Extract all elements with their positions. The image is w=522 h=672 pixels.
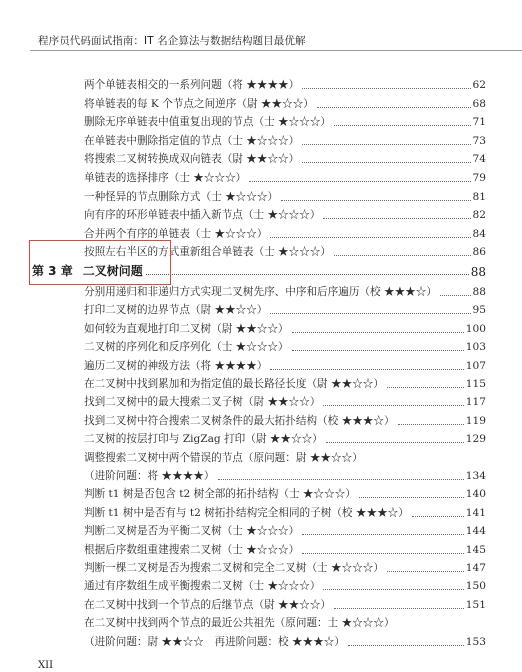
toc-entry-title: 判断 t1 树是否包含 t2 树全部的拓扑结构（士 ★☆☆☆）	[84, 488, 356, 501]
toc-entry[interactable]	[84, 430, 486, 446]
toc-entry-title: 两个单链表相交的一系列问题（将 ★★★★）	[84, 79, 300, 91]
toc-entry-page: 88	[472, 286, 486, 298]
dot-leader	[302, 88, 470, 89]
toc-entry[interactable]	[84, 412, 486, 428]
toc-entry[interactable]	[84, 206, 486, 222]
toc-entry[interactable]	[84, 393, 486, 409]
toc-entry-page: 144	[465, 525, 486, 538]
running-header: 程序员代码面试指南：IT 名企算法与数据结构题目最优解	[38, 35, 306, 47]
toc-entry-page: 150	[465, 580, 486, 593]
toc-entry[interactable]	[84, 320, 486, 336]
toc-entry-title: 合并两个有序的单链表（士 ★☆☆☆）	[84, 227, 268, 240]
dot-leader	[412, 516, 464, 517]
toc-entry[interactable]	[84, 357, 486, 373]
chapter-number: 第 3 章	[32, 264, 73, 278]
toc-entry-page: 141	[465, 506, 486, 519]
dot-leader	[281, 200, 470, 201]
toc-entry[interactable]	[84, 504, 486, 520]
dot-leader	[359, 497, 464, 498]
toc-entry-title: 二叉树的序列化和反序列化（士 ★☆☆☆）	[84, 341, 289, 354]
dot-leader	[302, 162, 470, 163]
toc-entry-title: 如何较为直观地打印二叉树（尉 ★★☆☆）	[84, 322, 289, 335]
dot-leader	[302, 144, 470, 145]
toc-entry-page: 117	[465, 396, 486, 409]
toc-entry[interactable]	[84, 467, 486, 483]
toc-entry[interactable]	[84, 113, 486, 129]
toc-entry[interactable]	[84, 169, 486, 185]
dot-leader	[317, 107, 471, 108]
toc-entry[interactable]	[84, 633, 486, 649]
toc-entry[interactable]	[84, 614, 486, 630]
toc-entry-title: 在二叉树中找到一个节点的后继节点（尉 ★★☆☆）	[84, 598, 332, 611]
dot-leader	[334, 255, 470, 256]
toc-entry-page: 62	[472, 79, 486, 91]
dot-leader	[348, 645, 464, 646]
toc-entry-title: （进阶问题：将 ★★★★）	[84, 470, 215, 482]
dot-leader	[249, 181, 470, 182]
dot-leader	[146, 274, 469, 275]
toc-entry[interactable]	[84, 559, 486, 575]
toc-entry-title: 删除无序单链表中值重复出现的节点（士 ★☆☆☆）	[84, 116, 332, 129]
toc-entry-title: 判断一棵二叉树是否为搜索二叉树和完全二叉树（士 ★☆☆☆）	[84, 562, 384, 574]
toc-entry-title: 单链表的选择排序（士 ★☆☆☆）	[84, 172, 247, 184]
toc-entry-title: 判断二叉树是否为平衡二叉树（士 ★☆☆☆）	[84, 525, 300, 538]
toc-entry[interactable]	[84, 150, 486, 166]
chapter-title: 二叉树问题	[82, 264, 143, 278]
toc-entry[interactable]	[84, 449, 486, 465]
toc-entry-page: 71	[472, 116, 486, 129]
toc-entry[interactable]	[84, 225, 486, 241]
toc-entry-title: 判断 t1 树中是否有与 t2 树拓扑结构完全相同的子树（校 ★★★☆）	[84, 506, 409, 519]
dot-leader	[323, 589, 463, 590]
dot-leader	[292, 332, 464, 333]
dot-leader	[270, 369, 463, 370]
toc-entry-title: （进阶问题：尉 ★★☆☆ 再进阶问题：校 ★★★☆）	[84, 635, 345, 648]
dot-leader	[270, 313, 470, 314]
dot-leader	[270, 237, 470, 238]
page-number: XII	[38, 660, 54, 671]
toc-entry[interactable]	[84, 596, 486, 612]
toc-entry-page: 134	[465, 470, 486, 482]
toc-entry-page: 74	[472, 153, 486, 166]
toc-entry-title: 遍历二叉树的神级方法（将 ★★★★）	[84, 359, 268, 372]
dot-leader	[387, 571, 464, 572]
toc-entry-title: 根据后序数组重建搜索二叉树（士 ★☆☆☆）	[84, 543, 300, 556]
toc-entry[interactable]	[84, 76, 486, 92]
toc-entry[interactable]	[84, 338, 486, 354]
toc-entry[interactable]	[84, 485, 486, 501]
dot-leader	[292, 350, 464, 351]
toc-entry-page: 81	[472, 190, 486, 203]
toc-entry-page: 100	[465, 322, 486, 335]
toc-entry-page: 129	[465, 433, 486, 446]
toc-entry-page: 68	[472, 97, 486, 110]
toc-entry-title: 打印二叉树的边界节点（尉 ★★☆☆）	[84, 304, 268, 317]
dot-leader	[334, 125, 470, 126]
toc-entry-page: 140	[465, 488, 486, 501]
toc-entry-title: 在二叉树中找到累加和为指定值的最长路径长度（尉 ★★☆☆）	[84, 378, 384, 390]
toc-entry-page: 103	[465, 341, 486, 354]
toc-entry-title: 一种怪异的节点删除方式（士 ★☆☆☆）	[84, 190, 279, 203]
toc-entry-title: 在单链表中删除指定值的节点（士 ★☆☆☆）	[84, 134, 300, 147]
toc-entry-page: 119	[465, 414, 486, 427]
toc-entry-title: 找到二叉树中的最大搜索二叉子树（尉 ★★☆☆）	[84, 396, 321, 409]
toc-entry-page: 95	[472, 304, 486, 317]
dot-leader	[323, 218, 470, 219]
toc-entry-title: 分别用递归和非递归方式实现二叉树先序、中序和后序遍历（校 ★★★☆）	[84, 286, 437, 298]
toc-entry-page: 145	[465, 543, 486, 556]
toc-entry-page: 73	[472, 134, 486, 147]
toc-entry[interactable]	[84, 541, 486, 557]
toc-entry-page: 151	[465, 598, 486, 611]
dot-leader	[218, 479, 464, 480]
toc-entry-page: 153	[465, 635, 486, 648]
toc-entry[interactable]	[84, 301, 486, 317]
toc-entry-title: 将单链表的每 K 个节点之间逆序（尉 ★★☆☆）	[84, 97, 314, 110]
toc-entry-page: 86	[472, 246, 486, 259]
dot-leader	[302, 534, 464, 535]
toc-entry-title: 找到二叉树中符合搜索二叉树条件的最大拓扑结构（校 ★★★☆）	[84, 414, 395, 427]
toc-entry-title: 按照左右半区的方式重新组合单链表（士 ★☆☆☆）	[84, 246, 332, 259]
dot-leader	[302, 553, 464, 554]
dot-leader	[334, 608, 464, 609]
toc-entry-title: 调整搜索二叉树中两个错误的节点（原问题：尉 ★★☆☆）	[84, 451, 363, 464]
toc-entry-title: 向有序的环形单链表中插入新节点（士 ★☆☆☆）	[84, 209, 321, 222]
dot-leader	[398, 424, 464, 425]
toc-entry-title: 在二叉树中找到两个节点的最近公共祖先（原问题：士 ★☆☆☆）	[84, 617, 395, 630]
toc-entry-title: 二叉树的按层打印与 ZigZag 打印（尉 ★★☆☆）	[84, 433, 323, 446]
toc-entry[interactable]	[84, 522, 486, 538]
toc-entry[interactable]	[84, 95, 486, 111]
toc-entry-page: 84	[472, 227, 486, 240]
toc-entry-page: 107	[465, 359, 486, 372]
toc-entry-page: 147	[465, 562, 486, 574]
toc-entry[interactable]	[84, 577, 486, 593]
toc-entry[interactable]	[84, 132, 486, 148]
dot-leader	[326, 442, 464, 443]
toc-entry-title: 将搜索二叉树转换成双向链表（尉 ★★☆☆）	[84, 153, 300, 166]
chapter-page: 88	[470, 265, 486, 279]
toc-entry[interactable]	[84, 188, 486, 204]
dot-leader	[387, 387, 464, 388]
toc-entry-page: 82	[472, 209, 486, 222]
toc-entry[interactable]	[84, 375, 486, 391]
toc-entry-page: 79	[472, 172, 486, 184]
toc-entry[interactable]	[84, 283, 486, 299]
highlight-box	[29, 240, 171, 285]
toc-entry-page: 115	[465, 378, 486, 390]
toc-entry-title: 通过有序数组生成平衡搜索二叉树（士 ★☆☆☆）	[84, 580, 321, 593]
dot-leader	[323, 405, 463, 406]
dot-leader	[440, 295, 471, 296]
